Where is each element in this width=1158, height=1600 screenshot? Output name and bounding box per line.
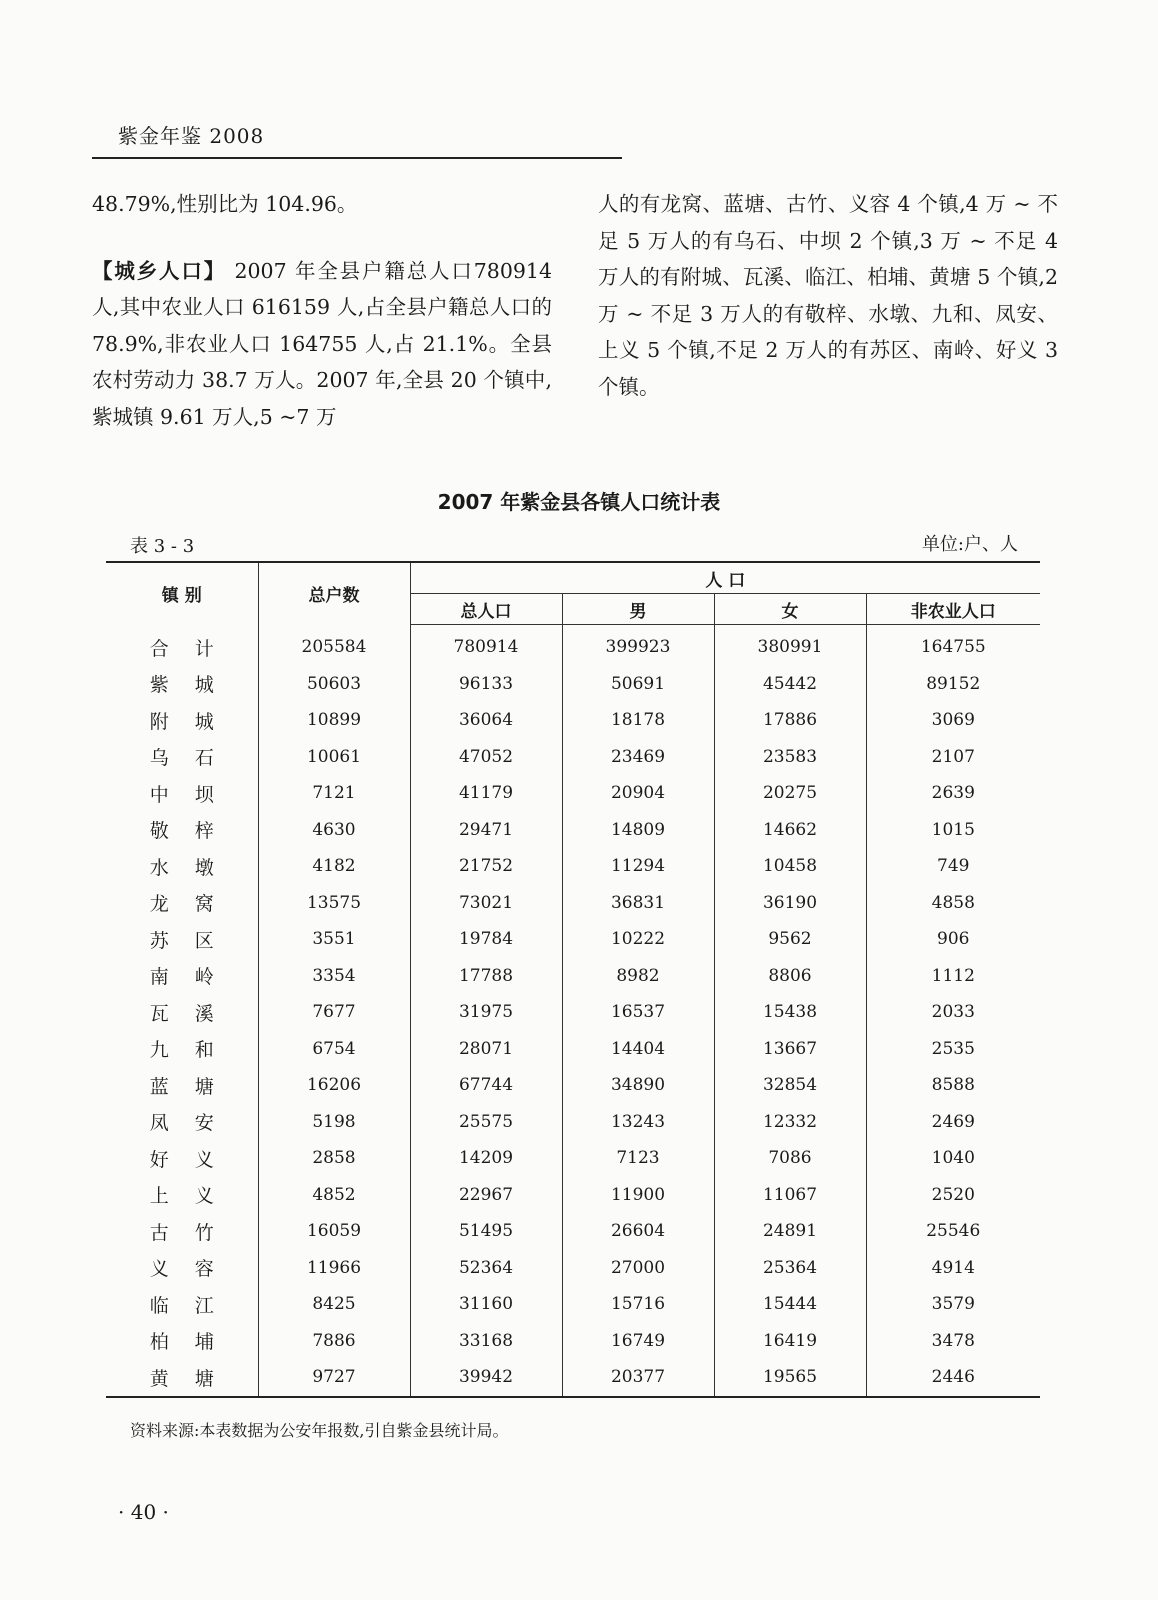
- table-row: [106, 1286, 1040, 1323]
- cell-female: 15438: [714, 994, 866, 1031]
- cell-town: 上义: [149, 1185, 240, 1208]
- cell-male: 10222: [562, 921, 714, 958]
- cell-town: 水墩: [149, 856, 240, 879]
- paragraph: 48.79%,性别比为 104.96。: [92, 192, 358, 216]
- cell-town: 合计: [149, 637, 240, 660]
- cell-households: 9727: [258, 1359, 410, 1397]
- cell-female: 24891: [714, 1213, 866, 1250]
- table-row: [106, 625, 1040, 666]
- cell-male: 27000: [562, 1250, 714, 1287]
- cell-female: 36190: [714, 885, 866, 922]
- cell-non-agri: 906: [866, 921, 1040, 958]
- cell-male: 15716: [562, 1286, 714, 1323]
- header-male: 男: [562, 594, 714, 625]
- cell-female: 12332: [714, 1104, 866, 1141]
- cell-non-agri: 8588: [866, 1067, 1040, 1104]
- cell-households: 16206: [258, 1067, 410, 1104]
- cell-households: 3551: [258, 921, 410, 958]
- cell-female: 8806: [714, 958, 866, 995]
- cell-female: 9562: [714, 921, 866, 958]
- cell-households: 50603: [258, 666, 410, 703]
- cell-households: 3354: [258, 958, 410, 995]
- cell-male: 20377: [562, 1359, 714, 1397]
- cell-non-agri: 2520: [866, 1177, 1040, 1214]
- cell-non-agri: 4858: [866, 885, 1040, 922]
- cell-male: 16537: [562, 994, 714, 1031]
- cell-male: 18178: [562, 702, 714, 739]
- cell-town: 柏埔: [149, 1331, 240, 1354]
- paragraph-urban-rural: [92, 253, 552, 436]
- cell-male: 23469: [562, 739, 714, 776]
- cell-non-agri: 1040: [866, 1140, 1040, 1177]
- cell-total: 73021: [410, 885, 562, 922]
- cell-total: 47052: [410, 739, 562, 776]
- paragraph-body: 2007 年全县户籍总人口780914 人,其中农业人口 616159 人,占全县户籍总人口的 78.9%,非农业人口 164755 人,占 21.1%。全县农村劳动力 38.7 万人。2007 年,全县 20 个镇中,紫城镇 9.61 万人,5 ~7 万: [92, 258, 552, 429]
- section-lead: 【城乡人口】: [92, 258, 227, 283]
- table-row: [106, 812, 1040, 849]
- cell-town: 蓝塘: [149, 1075, 240, 1098]
- table-body: [106, 625, 1040, 1397]
- cell-male: 16749: [562, 1323, 714, 1360]
- cell-households: 4852: [258, 1177, 410, 1214]
- table-row: [106, 994, 1040, 1031]
- cell-male: 34890: [562, 1067, 714, 1104]
- table-row: [106, 739, 1040, 776]
- cell-non-agri: 1015: [866, 812, 1040, 849]
- cell-male: 13243: [562, 1104, 714, 1141]
- cell-households: 2858: [258, 1140, 410, 1177]
- table-title: 2007 年紫金县各镇人口统计表: [437, 490, 721, 514]
- cell-male: 7123: [562, 1140, 714, 1177]
- cell-male: 14809: [562, 812, 714, 849]
- cell-households: 7886: [258, 1323, 410, 1360]
- table-row: [106, 1213, 1040, 1250]
- cell-non-agri: 2107: [866, 739, 1040, 776]
- cell-households: 7121: [258, 775, 410, 812]
- cell-male: 11900: [562, 1177, 714, 1214]
- cell-total: 19784: [410, 921, 562, 958]
- header-total-population: 总人口: [410, 594, 562, 625]
- cell-total: 28071: [410, 1031, 562, 1068]
- cell-total: 52364: [410, 1250, 562, 1287]
- cell-town: 附城: [149, 710, 240, 733]
- cell-female: 25364: [714, 1250, 866, 1287]
- cell-town: 凤安: [149, 1112, 240, 1135]
- cell-households: 7677: [258, 994, 410, 1031]
- cell-male: 8982: [562, 958, 714, 995]
- population-table: [106, 561, 1040, 1398]
- cell-total: 96133: [410, 666, 562, 703]
- cell-non-agri: 3579: [866, 1286, 1040, 1323]
- cell-total: 31160: [410, 1286, 562, 1323]
- cell-households: 10899: [258, 702, 410, 739]
- table-row: [106, 885, 1040, 922]
- cell-non-agri: 2446: [866, 1359, 1040, 1397]
- cell-female: 32854: [714, 1067, 866, 1104]
- table-row: [106, 921, 1040, 958]
- table-row: [106, 848, 1040, 885]
- cell-town: 龙窝: [149, 893, 240, 916]
- cell-households: 4630: [258, 812, 410, 849]
- cell-town: 古竹: [149, 1221, 240, 1244]
- cell-male: 36831: [562, 885, 714, 922]
- cell-town: 南岭: [149, 966, 240, 989]
- cell-non-agri: 25546: [866, 1213, 1040, 1250]
- cell-female: 10458: [714, 848, 866, 885]
- cell-total: 780914: [410, 625, 562, 666]
- cell-total: 51495: [410, 1213, 562, 1250]
- text-column-right: [598, 186, 1058, 405]
- cell-total: 67744: [410, 1067, 562, 1104]
- header-female: 女: [714, 594, 866, 625]
- header-rule: [92, 157, 622, 159]
- cell-female: 7086: [714, 1140, 866, 1177]
- header-town: 镇 别: [106, 562, 258, 625]
- table-row: [106, 958, 1040, 995]
- cell-total: 21752: [410, 848, 562, 885]
- page-number: · 40 ·: [118, 1500, 169, 1524]
- cell-town: 乌石: [149, 747, 240, 770]
- cell-male: 11294: [562, 848, 714, 885]
- cell-non-agri: 2469: [866, 1104, 1040, 1141]
- cell-total: 36064: [410, 702, 562, 739]
- cell-non-agri: 2535: [866, 1031, 1040, 1068]
- cell-male: 20904: [562, 775, 714, 812]
- table-unit: 单位:户、人: [921, 534, 1018, 555]
- table-source-note: 资料来源:本表数据为公安年报数,引自紫金县统计局。: [130, 1421, 509, 1440]
- cell-male: 26604: [562, 1213, 714, 1250]
- header-non-agricultural: 非农业人口: [866, 594, 1040, 625]
- table-number: 表 3 - 3: [130, 536, 195, 557]
- cell-total: 17788: [410, 958, 562, 995]
- cell-non-agri: 2639: [866, 775, 1040, 812]
- cell-female: 15444: [714, 1286, 866, 1323]
- cell-total: 41179: [410, 775, 562, 812]
- cell-female: 13667: [714, 1031, 866, 1068]
- cell-non-agri: 3478: [866, 1323, 1040, 1360]
- cell-total: 39942: [410, 1359, 562, 1397]
- cell-female: 14662: [714, 812, 866, 849]
- cell-female: 45442: [714, 666, 866, 703]
- cell-town: 临江: [149, 1294, 240, 1317]
- header-population-group: 人 口: [410, 562, 1040, 594]
- cell-town: 黄塘: [106, 1359, 258, 1397]
- table-row: [106, 1140, 1040, 1177]
- cell-town: 苏区: [149, 929, 240, 952]
- cell-male: 399923: [562, 625, 714, 666]
- cell-town: 瓦溪: [149, 1002, 240, 1025]
- cell-non-agri: 3069: [866, 702, 1040, 739]
- cell-town: 中坝: [149, 783, 240, 806]
- table-row: [106, 775, 1040, 812]
- cell-households: 6754: [258, 1031, 410, 1068]
- cell-male: 14404: [562, 1031, 714, 1068]
- cell-total: 25575: [410, 1104, 562, 1141]
- table-row: [106, 702, 1040, 739]
- cell-female: 23583: [714, 739, 866, 776]
- cell-non-agri: 749: [866, 848, 1040, 885]
- table-row: [106, 1031, 1040, 1068]
- table-row: [106, 1323, 1040, 1360]
- cell-town: 好义: [149, 1148, 240, 1171]
- cell-town: 紫城: [149, 674, 240, 697]
- cell-non-agri: 164755: [866, 625, 1040, 666]
- cell-total: 14209: [410, 1140, 562, 1177]
- cell-households: 11966: [258, 1250, 410, 1287]
- cell-total: 33168: [410, 1323, 562, 1360]
- cell-households: 205584: [258, 625, 410, 666]
- table-row: [106, 1359, 1040, 1397]
- cell-households: 5198: [258, 1104, 410, 1141]
- paragraph: 人的有龙窝、蓝塘、古竹、义容 4 个镇,4 万 ~ 不足 5 万人的有乌石、中坝 2 个镇,3 万 ~ 不足 4 万人的有附城、瓦溪、临江、柏埔、黄塘 5 个镇,2 万 ~ 不足 3 万人的有敬梓、水墩、九和、凤安、上义 5 个镇,不足 2 万人的有苏区、南岭、好义 3 个镇。: [598, 192, 1058, 399]
- cell-households: 10061: [258, 739, 410, 776]
- table-row: [106, 666, 1040, 703]
- cell-non-agri: 1112: [866, 958, 1040, 995]
- cell-total: 22967: [410, 1177, 562, 1214]
- table-row: [106, 1177, 1040, 1214]
- cell-female: 11067: [714, 1177, 866, 1214]
- cell-households: 8425: [258, 1286, 410, 1323]
- cell-town: 义容: [149, 1258, 240, 1281]
- cell-total: 29471: [410, 812, 562, 849]
- table-row: [106, 1067, 1040, 1104]
- cell-households: 4182: [258, 848, 410, 885]
- cell-town: 九和: [149, 1039, 240, 1062]
- cell-town: 敬梓: [149, 820, 240, 843]
- text-column-left: [92, 186, 552, 435]
- running-header: 紫金年鉴 2008: [118, 124, 265, 148]
- header-households: 总户数: [258, 562, 410, 625]
- cell-households: 16059: [258, 1213, 410, 1250]
- cell-male: 50691: [562, 666, 714, 703]
- cell-non-agri: 4914: [866, 1250, 1040, 1287]
- cell-total: 31975: [410, 994, 562, 1031]
- cell-non-agri: 2033: [866, 994, 1040, 1031]
- cell-female: 16419: [714, 1323, 866, 1360]
- cell-female: 19565: [714, 1359, 866, 1397]
- table-row: [106, 1104, 1040, 1141]
- table-row: [106, 1250, 1040, 1287]
- cell-female: 17886: [714, 702, 866, 739]
- cell-non-agri: 89152: [866, 666, 1040, 703]
- cell-households: 13575: [258, 885, 410, 922]
- cell-female: 20275: [714, 775, 866, 812]
- cell-female: 380991: [714, 625, 866, 666]
